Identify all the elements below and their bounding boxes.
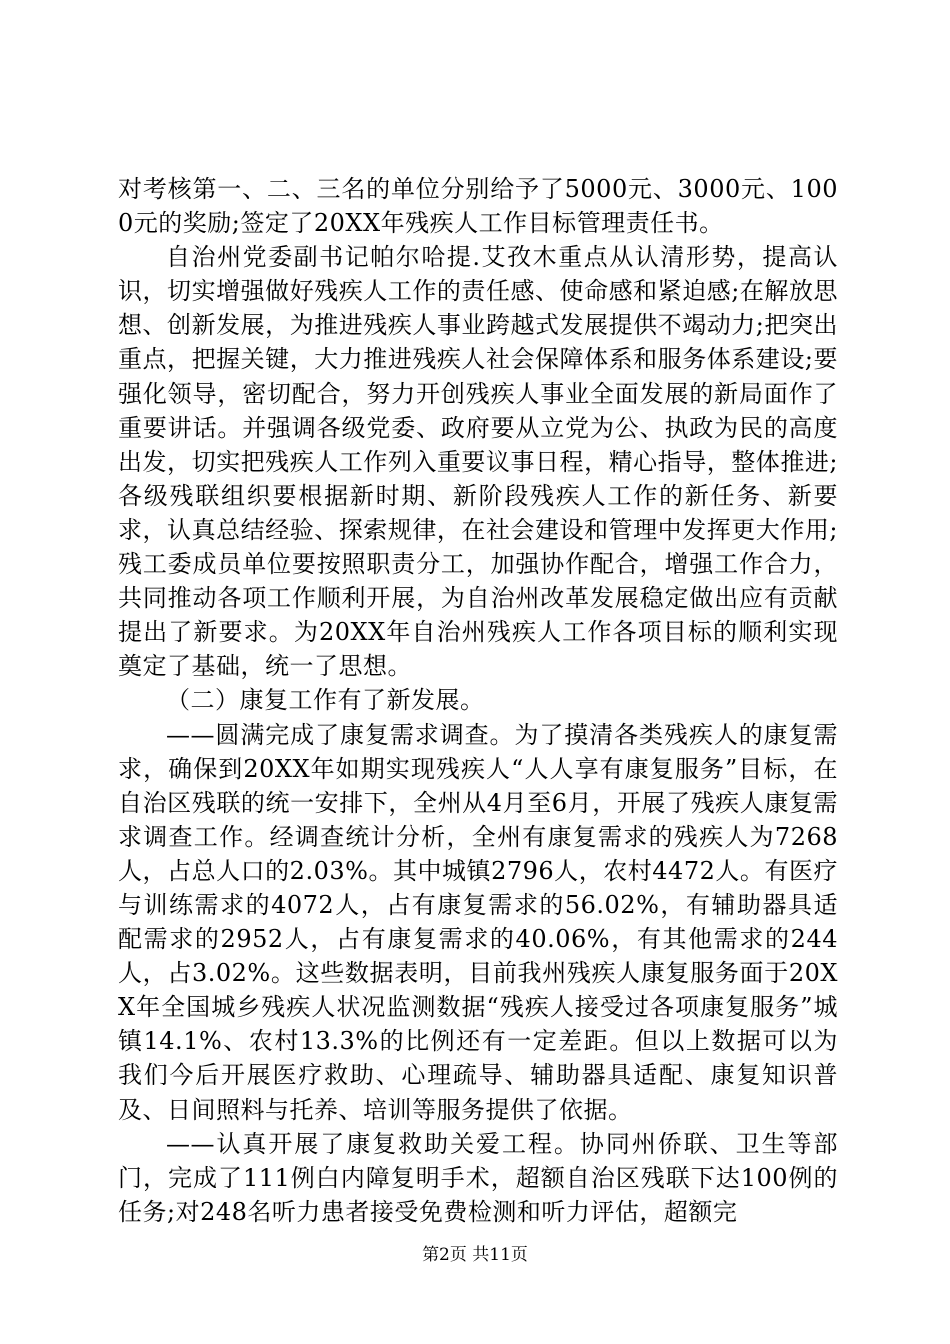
paragraph-deputy-secretary-speech: 自治州党委副书记帕尔哈提.艾孜木重点从认清形势，提高认识，切实增强做好残疾人工作的责任感、使命感和紧迫感;在解放思想、创新发展，为推进残疾人事业跨越式发展提供不竭动力;把突出重点，把握关键，大力推进残疾人社会保障体系和服务体系建设;要强化领导，密切配合，努力开创残疾人事业全面发展的新局面作了重要讲话。并强调各级党委、政府要从立党为公、执政为民的高度出发，切实把残疾人工作列入重要议事日程，精心指导，整体推进;各级残联组织要根据新时期、新阶段残疾人工作的新任务、新要求，认真总结经验、探索规律，在社会建设和管理中发挥更大作用;残工委成员单位要按照职责分工，加强协作配合，增强工作合力，共同推动各项工作顺利开展，为自治州改革发展稳定做出应有贡献提出了新要求。为20XX年自治州残疾人工作各项目标的顺利实现奠定了基础，统一了思想。 (118, 243, 838, 681)
page-number-footer: 第2页 共11页 (422, 1245, 528, 1265)
document-body (118, 172, 838, 1229)
paragraph-rehabilitation-survey: ——圆满完成了康复需求调查。为了摸清各类残疾人的康复需求，确保到20XX年如期实现残疾人“人人享有康复服务”目标，在自治区残联的统一安排下，全州从4月至6月，开展了残疾人康复需求调查工作。经调查统计分析，全州有康复需求的残疾人为7268人，占总人口的2.03%。其中城镇2796人，农村4472人。有医疗与训练需求的4072人，占有康复需求的56.02%，有辅助器具适配需求的2952人，占有康复需求的40.06%，有其他需求的244人，占3.02%。这些数据表明，目前我州残疾人康复服务面于20XX年全国城乡残疾人状况监测数据“残疾人接受过各项康复服务”城镇14.1%、农村13.3%的比例还有一定差距。但以上数据可以为我们今后开展医疗救助、心理疏导、辅助器具适配、康复知识普及、日间照料与托养、培训等服务提供了依据。 (118, 720, 838, 1124)
paragraph-rehabilitation-aid: ——认真开展了康复救助关爱工程。协同州侨联、卫生等部门，完成了111例白内障复明手术，超额自治区残联下达100例的任务;对248名听力患者接受免费检测和听力评估，超额完 (118, 1129, 838, 1226)
paragraph-award-continuation: 对考核第一、二、三名的单位分别给予了5000元、3000元、1000元的奖励;签定了20XX年残疾人工作目标管理责任书。 (118, 175, 838, 238)
section-heading-rehabilitation: （二）康复工作有了新发展。 (166, 686, 485, 715)
